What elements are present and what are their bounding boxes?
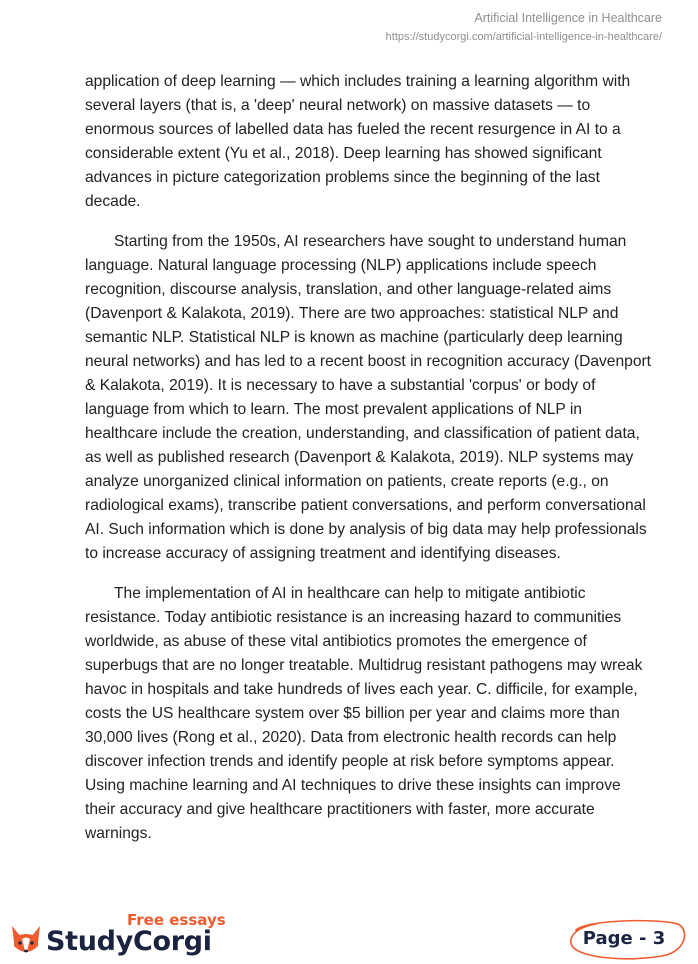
paragraph-deep-learning: application of deep learning — which includes training a learning algorithm with several layers (that is, a 'deep' neural network) on massive datasets — to enormous sources of labelled data has fueled the recent resurgence in AI to a considerable extent (Yu et al., 2018). Deep learning has showed significant advances in picture categorization problems since the beginning of the last decade.	[85, 73, 631, 210]
essay-body	[85, 70, 653, 862]
page-header	[386, 10, 662, 45]
studycorgi-logo[interactable]	[8, 912, 228, 960]
free-essays-tagline: Free essays	[127, 911, 226, 929]
document-url[interactable]: https://studycorgi.com/artificial-intelligence-in-healthcare/	[385, 31, 662, 43]
page-number: Page - 3	[582, 927, 666, 949]
brand-name: StudyCorgi	[46, 926, 212, 957]
document-title: Artificial Intelligence in Healthcare	[474, 11, 662, 25]
paragraph-antibiotic-resistance: The implementation of AI in healthcare can help to mitigate antibiotic resistance. Today antibiotic resistance is an increasing hazard to communities worldwide, as abuse of these vital antibiotics promotes the emergence of superbugs that are no longer treatable. Multidrug resistant pathogens may wreak havoc in hospitals and take hundreds of lives each year. C. difficile, for example, costs the US healthcare system over $5 billion per year and claims more than 30,000 lives (Rong et al., 2020). Data from electronic health records can help discover infection trends and identify people at risk before symptoms appear. Using machine learning and AI techniques to drive these insights can improve their accuracy and give healthcare practitioners with faster, more accurate warnings.	[85, 585, 643, 842]
page-number-badge	[566, 916, 688, 960]
paragraph-nlp: Starting from the 1950s, AI researchers have sought to understand human language. Natural language processing (NLP) applications include speech recognition, discourse analysis, translation, and other language-related aims (Davenport & Kalakota, 2019). There are two approaches: statistical NLP and semantic NLP. Statistical NLP is known as machine (particularly deep learning neural networks) and has led to a recent boost in recognition accuracy (Davenport & Kalakota, 2019). It is necessary to have a substantial 'corpus' or body of language from which to learn. The most prevalent applications of NLP in healthcare include the creation, understanding, and classification of patient data, as well as published research (Davenport & Kalakota, 2019). NLP systems may analyze unorganized clinical information on patients, create reports (e.g., on radiological exams), transcribe patient conversations, and perform conversational AI. Such information which is done by analysis of big data may help professionals to increase accuracy of assigning treatment and identifying diseases.	[85, 233, 652, 562]
corgi-logo-icon	[8, 922, 44, 958]
